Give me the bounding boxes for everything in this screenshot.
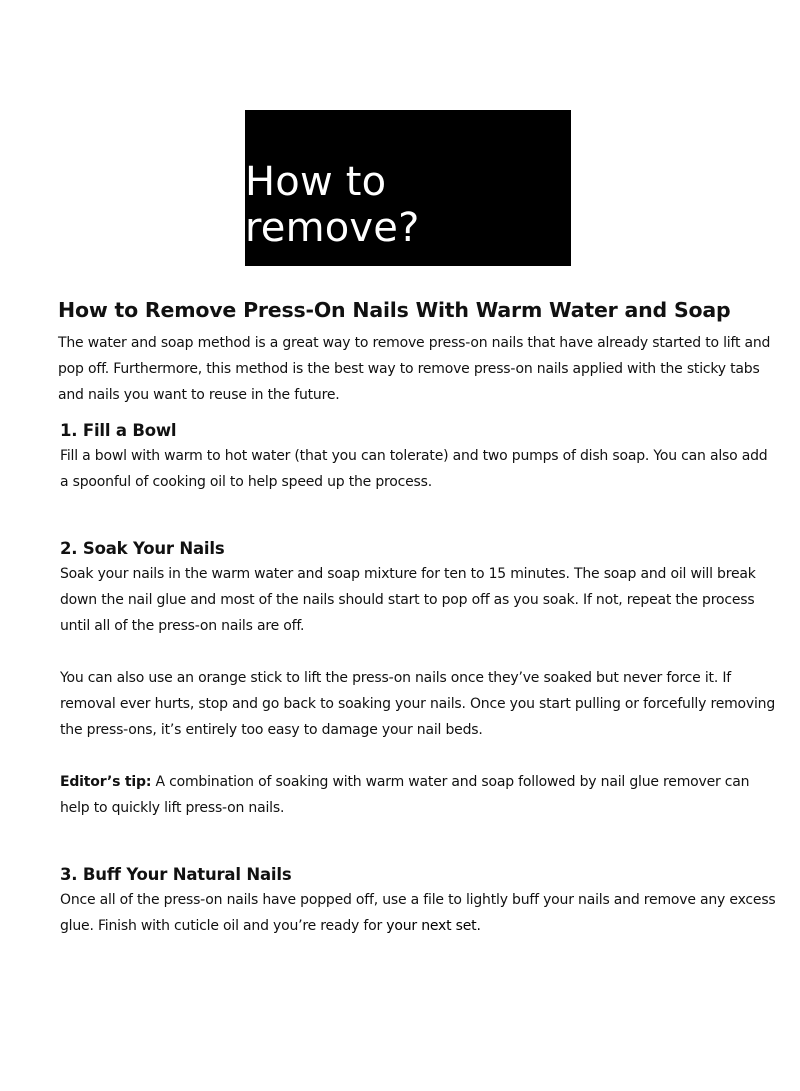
editor-tip-label: Editor’s tip: xyxy=(60,774,152,790)
article-title: How to Remove Press-On Nails With Warm Water and Soap xyxy=(58,298,731,322)
next-set-link[interactable]: your next set. xyxy=(386,918,481,934)
editor-tip xyxy=(60,769,778,821)
step-heading: 3. Buff Your Natural Nails xyxy=(60,865,292,884)
step-heading: 2. Soak Your Nails xyxy=(60,539,225,558)
step-text: Soak your nails in the warm water and soap mixture for ten to 15 minutes. The soap and oil will break down the nail glue and most of the nails should start to pop off as you soak. If not, repeat the process until all of the press-on nails are off. xyxy=(60,566,756,634)
hero-banner xyxy=(245,110,571,266)
step-text-body: Once all of the press-on nails have popped off, use a file to lightly buff your nails and remove any excess glue. Finish with cuticle oil and you’re ready for xyxy=(60,892,776,934)
step-soak-nails xyxy=(58,537,778,821)
step-fill-bowl xyxy=(58,419,778,495)
step-buff-nails xyxy=(58,863,778,939)
article-body xyxy=(58,296,778,939)
step-text xyxy=(60,887,778,939)
step-text-secondary: You can also use an orange stick to lift the press-on nails once they’ve soaked but never force it. If removal ever hurts, stop and go back to soaking your nails. Once you start pulling or forcefully removing the press-ons, it’s entirely too easy to damage your nail beds. xyxy=(60,670,776,738)
banner-title: How to remove? xyxy=(245,159,420,251)
intro-paragraph: The water and soap method is a great way to remove press-on nails that have already started to lift and pop off. Furthermore, this method is the best way to remove press-on nails applied with the sticky tabs and nails you want to reuse in the future. xyxy=(58,335,771,403)
editor-tip-text: A combination of soaking with warm water and soap followed by nail glue remover can help to quickly lift press-on nails. xyxy=(60,774,750,816)
step-text: Fill a bowl with warm to hot water (that you can tolerate) and two pumps of dish soap. You can also add a spoonful of cooking oil to help speed up the process. xyxy=(60,448,768,490)
step-heading: 1. Fill a Bowl xyxy=(60,421,177,440)
